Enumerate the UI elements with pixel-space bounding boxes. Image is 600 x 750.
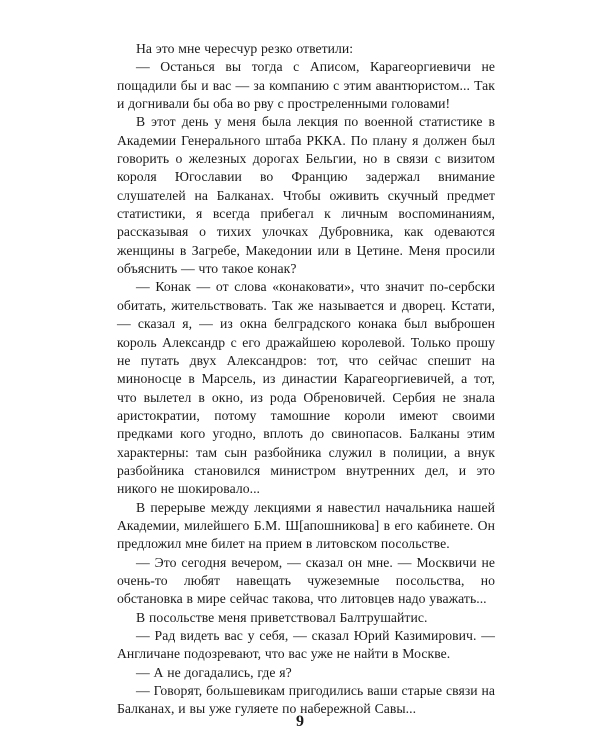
paragraph: — Это сегодня вечером, — сказал он мне. — Москвичи не очень-то любят навещать чужеземные посольства, но обстановка в мире сейчас такова, что литовцев надо уважать... (117, 554, 495, 607)
page-number: 9 (296, 713, 304, 730)
paragraph: — А не догадались, где я? (136, 664, 292, 680)
paragraph: В этот день у меня была лекция по военной статистике в Академии Генерального штаба РККА. По плану я должен был говорить о железных дорогах Бельгии, но в связи с визитом короля Югославии во Францию задержал внимание слушателей на Балканах. Чтобы оживить скучный предмет статистики, я всегда прибегал к личным воспоминаниям, рассказывая о тихих улочках Дубровника, как одеваются женщины в Загребе, Македонии или в Цетине. Меня просили объяснить — что такое конак? (117, 114, 495, 277)
paragraph: На это мне чересчур резко ответили: (136, 41, 354, 56)
paragraph: — Конак — от слова «конаковати», что значит по-сербски обитать, жительствовать. Так же называется и дворец. Кстати, — сказал я, — из окна белградского конака был выброшен король Александр с его дражайшею королевой. Только прошу не путать двух Александров: тот, что сейчас спешит на миноносце в Марсель, из династии Карагеоргиевичей, а тот, что вылетел в окно, из рода Обреновичей. Сербия не знала аристократии, потому тамошние короли имеют своими предками кого угодно, вплоть до свинопасов. Балканы этим характерны: там сын разбойника служил в полиции, а внук разбойника становился министром внутренних дел, и это никого не шокировало... (117, 279, 495, 497)
paragraph: В посольстве меня приветствовал Балтрушайтис. (136, 609, 428, 625)
text-block (117, 40, 495, 719)
paragraph: — Рад видеть вас у себя, — сказал Юрий Казимирович. — Англичане подозревают, что вас уже не найти в Москве. (117, 628, 495, 662)
paragraph: — Останься вы тогда с Аписом, Карагеоргиевичи не пощадили бы и вас — за компанию с этим авантюристом... Так и догнивали бы оба во рву с простреленными головами! (117, 59, 495, 112)
paragraph: — Говорят, большевикам пригодились ваши старые связи на Балканах, и вы уже гуляете по набережной Савы... (117, 683, 495, 717)
paragraph: В перерыве между лекциями я навестил начальника нашей Академии, милейшего Б.М. Ш[апошникова] в его кабинете. Он предложил мне билет на прием в литовском посольстве. (117, 499, 495, 552)
